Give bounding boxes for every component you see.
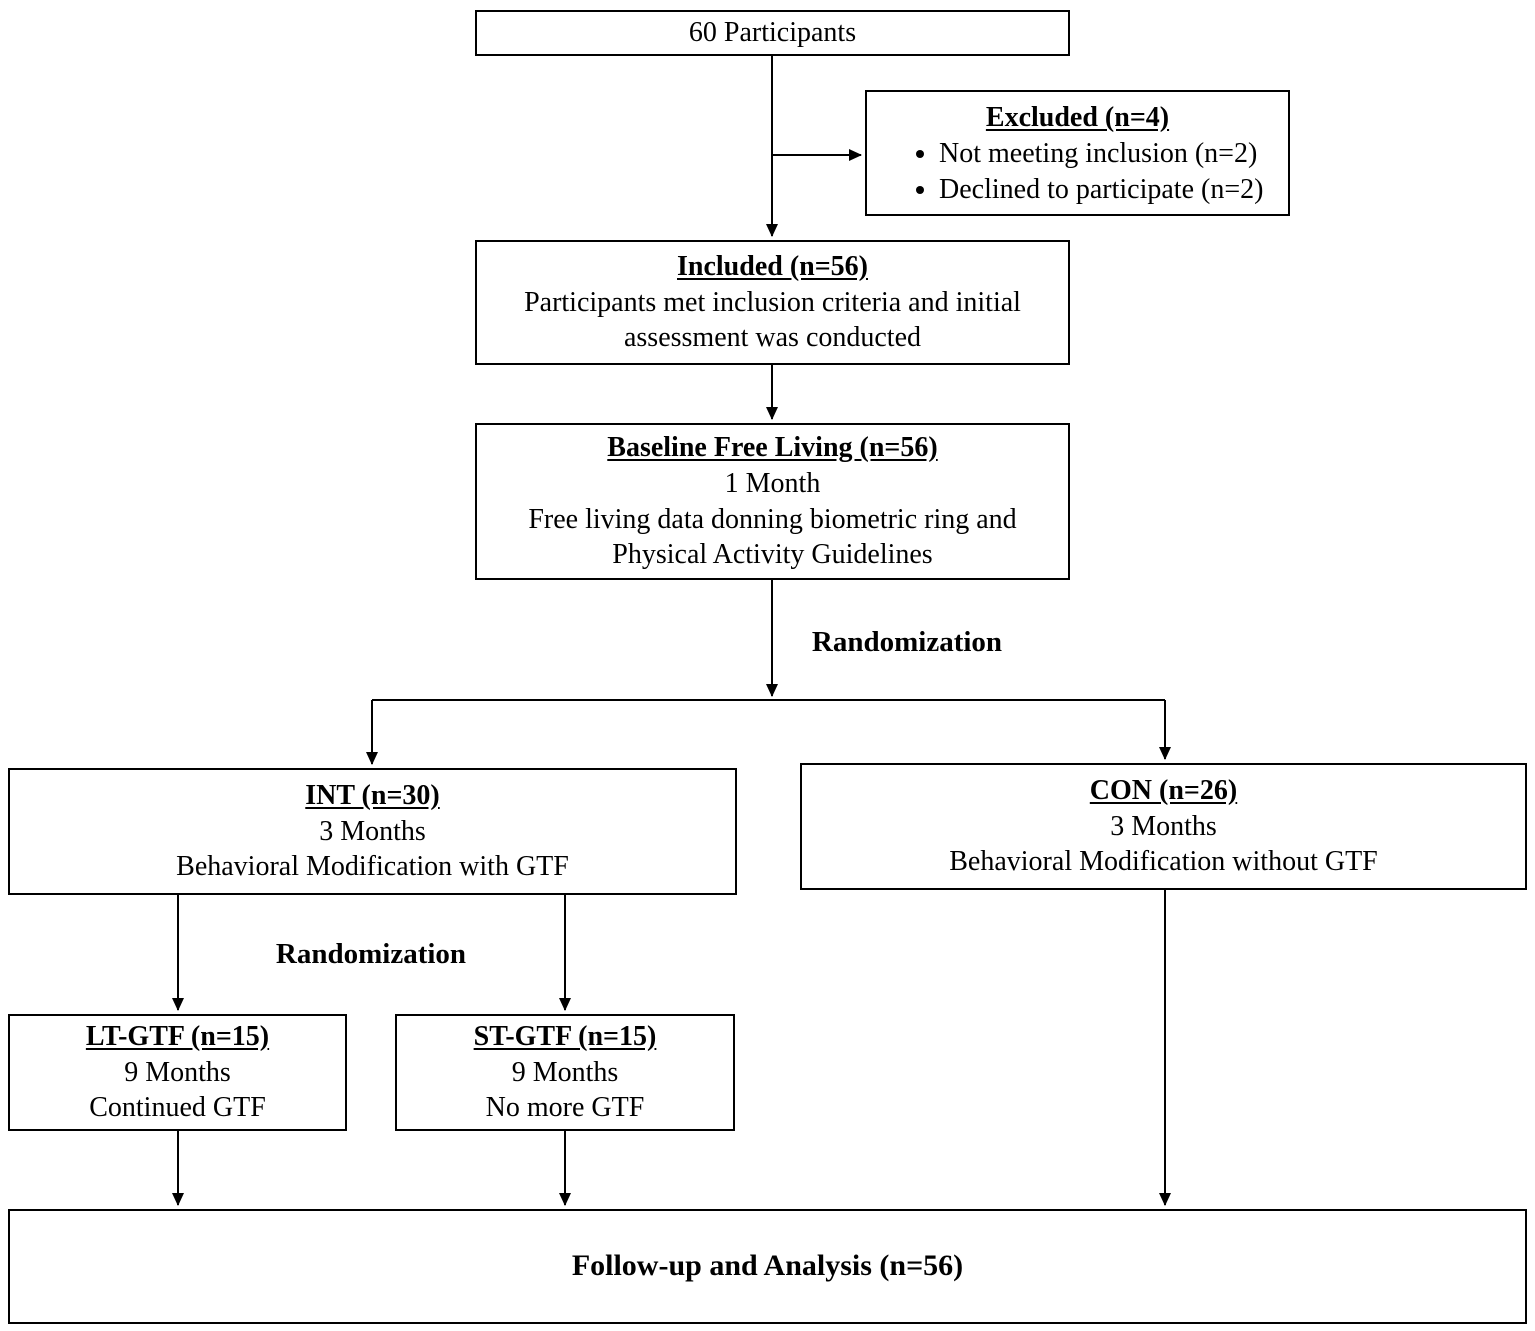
followup-title: Follow-up and Analysis (n=56) [571,1249,964,1283]
lt-gtf-box [8,1014,347,1131]
excluded-reason-item: • Not meeting inclusion (n=2) [939,136,1263,172]
lt-gtf-title: LT-GTF (n=15) [85,1020,270,1052]
participants-title: 60 Participants [688,17,857,49]
con-arm-body: Behavioral Modification without GTF [949,846,1378,878]
lt-gtf-body: Continued GTF [89,1092,266,1124]
included-body: Participants met inclusion criteria and initial assessment was conducted [524,286,1021,354]
baseline-title: Baseline Free Living (n=56) [607,431,938,463]
st-gtf-title: ST-GTF (n=15) [473,1020,657,1052]
int-arm-duration: 3 Months [319,815,426,847]
st-gtf-duration: 9 Months [511,1056,619,1088]
included-box [475,240,1070,365]
lt-gtf-duration: 9 Months [124,1056,231,1088]
int-arm-body: Behavioral Modification with GTF [176,851,569,883]
excluded-reasons-list [913,136,1263,208]
participants-box [475,10,1070,56]
randomization-label-2: Randomization [275,938,467,970]
excluded-title: Excluded (n=4) [985,102,1170,133]
con-arm-duration: 3 Months [1110,810,1217,842]
baseline-body: Free living data donning biometric ring and Physical Activity Guidelines [528,503,1017,571]
randomization-label-1: Randomization [811,626,1003,658]
con-arm-box [800,763,1527,890]
int-arm-title: INT (n=30) [305,779,440,811]
baseline-box [475,423,1070,580]
excluded-reason-item: • Declined to participate (n=2) [939,172,1263,208]
followup-box [8,1209,1527,1324]
st-gtf-box [395,1014,735,1131]
excluded-box [865,90,1290,216]
st-gtf-body: No more GTF [485,1092,645,1124]
baseline-duration: 1 Month [724,467,821,499]
con-arm-title: CON (n=26) [1089,774,1238,806]
int-arm-box [8,768,737,895]
included-title: Included (n=56) [677,250,868,282]
